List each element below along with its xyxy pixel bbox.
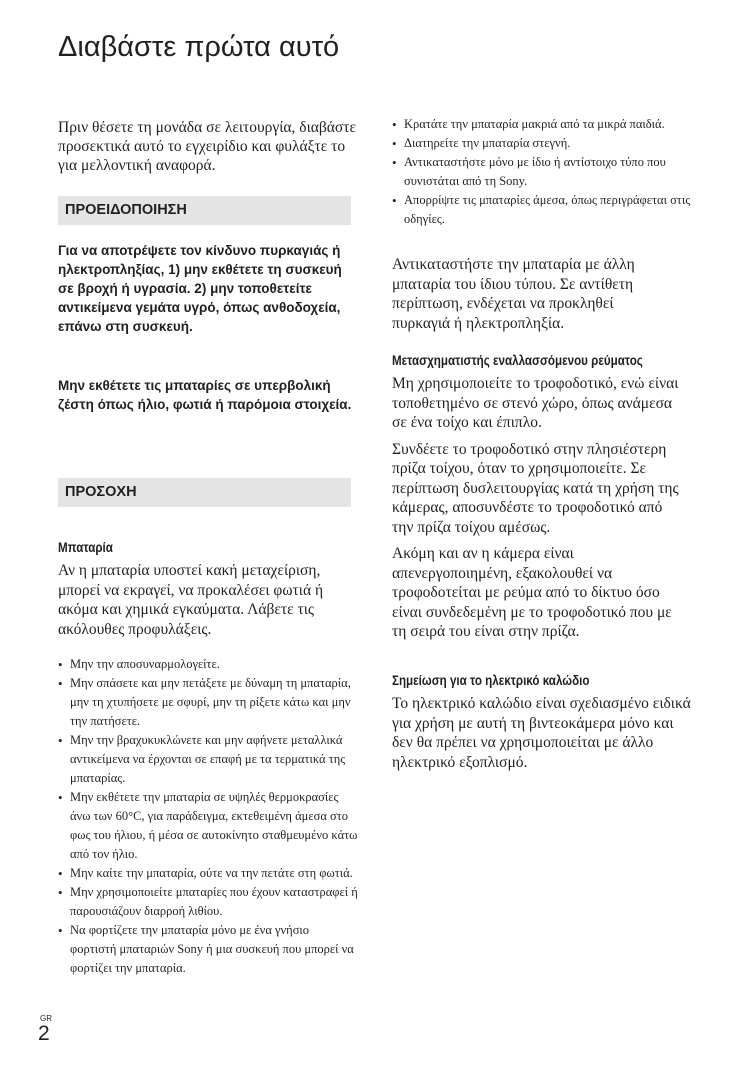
list-item: • Μην την βραχυκυκλώνετε και μην αφήνετε μεταλλικά αντικείμενα να έρχονται σε επαφή με τα τερματικά της μπαταρίας. [58,731,358,788]
adapter-paragraph-1: Μη χρησιμοποιείτε το τροφοδοτικό, ενώ είναι τοποθετημένο σε στενό χώρο, όπως ανάμεσα σε ένα τοίχο και έπιπλο. [392,375,679,431]
battery-bullet-list-continued [392,115,697,229]
list-item: • Διατηρείτε την μπαταρία στεγνή. [392,134,697,153]
adapter-paragraph-3: Ακόμη και αν η κάμερα είναι απενεργοποιημένη, εξακολουθεί να τροφοδοτείται με ρεύμα από το δίκτυο όσο είναι συνδεδεμένη με το τροφοδοτικό που με τη σειρά του είναι στην πρίζα. [392,545,672,640]
list-item: • Μην εκθέτετε την μπαταρία σε υψηλές θερμοκρασίες άνω των 60°C, για παράδειγμα, εκτεθειμένη άμεσα στο φως του ήλιου, ή μέσα σε αυτοκίνητο σταθμευμένο κάτω από τον ήλιο. [58,788,358,864]
list-item: • Να φορτίζετε την μπαταρία μόνο με ένα γνήσιο φορτιστή μπαταριών Sony ή μια συσκευή που μπορεί να φορτίζει την μπαταρία. [58,921,358,978]
adapter-section [392,374,682,649]
list-item: • Αντικαταστήστε μόνο με ίδιο ή αντίστοιχο τύπο που συνιστάται από τη Sony. [392,153,697,191]
warning-text: Για να αποτρέψετε τον κίνδυνο πυρκαγιάς ή ηλεκτροπληξίας, 1) μην εκθέτετε τη συσκευή σε βροχή ή υγρασία. 2) μην τοποθετείτε αντικείμενα γεμάτα υγρό, όπως ανθοδοχεία, επάνω στη συσκευή. [58,243,342,334]
cable-text: Το ηλεκτρικό καλώδιο είναι σχεδιασμένο ειδικά για χρήση με αυτή τη βιντεοκάμερα μόνο και δεν θα πρέπει να χρησιμοποιείται με άλλο ηλεκτρικό εξοπλισμό. [392,695,691,771]
warning-heading: ΠΡΟΕΙΔΟΠΟΙΗΣΗ [58,196,351,225]
battery-heading: Μπαταρία [58,540,113,555]
battery-replace-text: Αντικαταστήστε την μπαταρία με άλλη μπαταρία του ίδιου τύπου. Σε αντίθετη περίπτωση, ενδέχεται να προκληθεί πυρκαγιά ή ηλεκτροπληξία. [392,256,635,332]
page-language-label: GR [40,1014,52,1023]
intro-paragraph: Πριν θέσετε τη μονάδα σε λειτουργία, διαβάστε προσεκτικά αυτό το εγχειρίδιο και φυλάξτε το για μελλοντική αναφορά. [58,119,356,174]
battery-bullet-list [58,655,358,978]
page-number: 2 [38,1022,50,1045]
caution-heading: ΠΡΟΣΟΧΗ [58,478,351,507]
battery-intro: Αν η μπαταρία υποστεί κακή μεταχείριση, μπορεί να εκραγεί, να προκαλέσει φωτιά ή ακόμα και χημικά εγκαύματα. Λάβετε τις ακόλουθες προφυλάξεις. [58,562,324,638]
adapter-paragraph-2: Συνδέετε το τροφοδοτικό στην πλησιέστερη πρίζα τοίχου, όταν το χρησιμοποιείτε. Σε περίπτωση δυσλειτουργίας κατά τη χρήση της κάμερας, αποσυνδέστε το τροφοδοτικό από την πρίζα τοίχου αμέσως. [392,440,679,536]
list-item: • Μην σπάσετε και μην πετάξετε με δύναμη τη μπαταρία, μην τη χτυπήσετε με σφυρί, μην τη ρίξετε κάτω και μην την πατήσετε. [58,674,358,731]
list-item: • Μην καίτε την μπαταρία, ούτε να την πετάτε στη φωτιά. [58,864,358,883]
list-item: • Μην χρησιμοποιείτε μπαταρίες που έχουν καταστραφεί ή παρουσιάζουν διαρροή λιθίου. [58,883,358,921]
warning-battery-heat: Μην εκθέτετε τις μπαταρίες σε υπερβολική ζέστη όπως ήλιο, φωτιά ή παρόμοια στοιχεία. [58,378,352,412]
list-item: • Κρατάτε την μπαταρία μακριά από τα μικρά παιδιά. [392,115,697,134]
list-item: • Μην την αποσυναρμολογείτε. [58,655,358,674]
page-title: Διαβάστε πρώτα αυτό [58,31,340,63]
adapter-heading: Μετασχηματιστής εναλλασσόμενου ρεύματος [392,353,643,368]
list-item: • Απορρίψτε τις μπαταρίες άμεσα, όπως περιγράφεται στις οδηγίες. [392,191,697,229]
cable-heading: Σημείωση για το ηλεκτρικό καλώδιο [392,673,590,688]
